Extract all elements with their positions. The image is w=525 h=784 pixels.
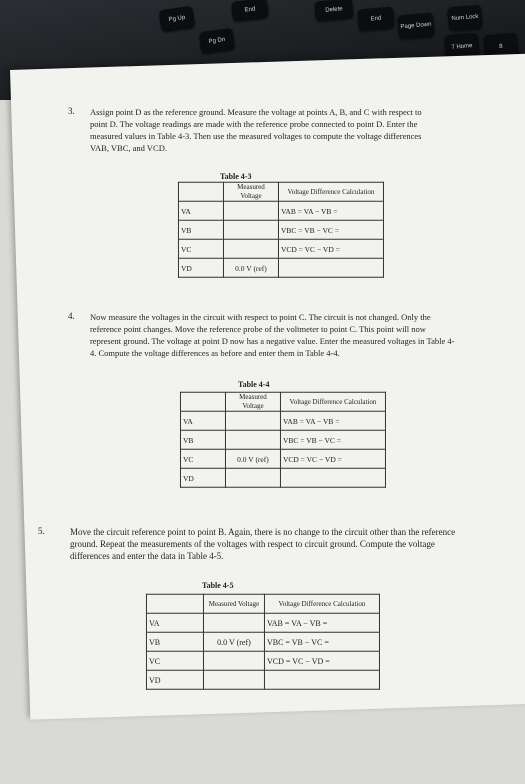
worksheet-content bbox=[37, 68, 525, 768]
question-3-text: Assign point D as the reference ground. Measure the voltage at points A, B, and C with respect to point D. The voltage readings are made with the reference probe connected to point D. Enter the measured values in Table 4-3. Then use the measured voltages to compute the voltage differences VAB, VBC, and VCD. bbox=[89, 106, 422, 153]
table-4-5-measured-header: Measured Voltage bbox=[203, 594, 264, 613]
key-8: 8 bbox=[483, 33, 519, 62]
table-4-5-measured-cell: 0.0 V (ref) bbox=[203, 632, 264, 651]
table-4-4-calc-header: Voltage Difference Calculation bbox=[280, 392, 385, 411]
question-4-text: Now measure the voltages in the circuit with respect to point C. The circuit is not changed. Only the reference point changes. Move the reference probe of the voltmeter to point C. This point will now represent ground. The voltage at point D now has a negative value. Enter the measured voltages in Table 4-4. Compute the voltage differences as before and enter them in Table 4-4. bbox=[89, 311, 455, 358]
table-4-5-calc-header: Voltage Difference Calculation bbox=[264, 594, 379, 613]
question-5-text: Move the circuit reference point to point B. Again, there is no change to the circuit other than the reference ground. Repeat the measurements of the voltages with respect to circuit ground. Compute the voltage differences and enter the data in Table 4-5. bbox=[69, 526, 456, 561]
table-4-5-title: Table 4-5 bbox=[201, 580, 234, 590]
table-4-5 bbox=[146, 594, 380, 690]
table-4-5-label: VB bbox=[146, 632, 203, 651]
key-end: End bbox=[231, 0, 269, 22]
table-4-4-measured-cell bbox=[225, 411, 280, 430]
table-4-4-label: VD bbox=[180, 468, 225, 487]
table-4-3-calc-header: Voltage Difference Calculation bbox=[278, 182, 383, 201]
question-4-number: 4. bbox=[67, 310, 75, 321]
question-3-number: 3. bbox=[67, 105, 75, 116]
key-end-2: End bbox=[357, 6, 395, 31]
table-4-4-label: VB bbox=[180, 430, 225, 449]
table-4-3-measured-header: Measured Voltage bbox=[223, 182, 278, 201]
table-4-4-measured-cell bbox=[225, 468, 280, 487]
table-4-4-measured-header: Measured Voltage bbox=[225, 392, 280, 411]
table-4-5-calc-cell: VCD = VC − VD = bbox=[264, 651, 379, 670]
key-page-down: Page Down bbox=[397, 12, 435, 39]
table-4-3-label: VA bbox=[178, 201, 223, 220]
table-4-3-label: VB bbox=[178, 220, 223, 239]
table-4-3-measured-cell: 0.0 V (ref) bbox=[223, 258, 278, 277]
table-4-5-label: VA bbox=[146, 613, 203, 632]
worksheet-page bbox=[10, 53, 525, 720]
table-4-5-measured-cell bbox=[203, 613, 264, 632]
table-4-4-calc-cell: VBC = VB − VC = bbox=[280, 430, 385, 449]
table-4-5-measured-cell bbox=[203, 651, 264, 670]
table-4-5-calc-cell: VAB = VA − VB = bbox=[264, 613, 379, 632]
question-5-number: 5. bbox=[37, 525, 45, 536]
table-4-4 bbox=[180, 392, 386, 488]
table-4-5-label: VC bbox=[146, 651, 203, 670]
table-4-5-calc-cell: VBC = VB − VC = bbox=[264, 632, 379, 651]
table-4-3-calc-cell: VCD = VC − VD = bbox=[278, 239, 383, 258]
table-4-4-label: VA bbox=[180, 411, 225, 430]
key-pgdn: Pg Dn bbox=[199, 28, 236, 55]
table-4-4-calc-cell: VCD = VC − VD = bbox=[280, 449, 385, 468]
key-7-home: 7 Home bbox=[444, 33, 480, 62]
table-4-4-measured-cell: 0.0 V (ref) bbox=[225, 449, 280, 468]
key-delete: Delete bbox=[314, 0, 354, 22]
table-4-3-label: VC bbox=[178, 239, 223, 258]
table-4-3-measured-cell bbox=[223, 201, 278, 220]
table-4-3-label: VD bbox=[178, 258, 223, 277]
table-4-4-title: Table 4-4 bbox=[237, 379, 270, 389]
table-4-5-label: VD bbox=[146, 670, 203, 689]
table-4-4-measured-cell bbox=[225, 430, 280, 449]
table-4-4-label: VC bbox=[180, 449, 225, 468]
table-4-3-title: Table 4-3 bbox=[219, 171, 252, 181]
table-4-4-calc-cell: VAB = VA − VB = bbox=[280, 411, 385, 430]
key-pgup: Pg Up bbox=[159, 6, 196, 33]
table-4-3-measured-cell bbox=[223, 220, 278, 239]
table-4-3-calc-cell: VBC = VB − VC = bbox=[278, 220, 383, 239]
table-4-3 bbox=[178, 182, 384, 278]
table-4-3-calc-cell: VAB = VA − VB = bbox=[278, 201, 383, 220]
table-4-3-measured-cell bbox=[223, 239, 278, 258]
table-4-5-measured-cell bbox=[203, 670, 264, 689]
key-num-lock: Num Lock bbox=[447, 5, 483, 32]
